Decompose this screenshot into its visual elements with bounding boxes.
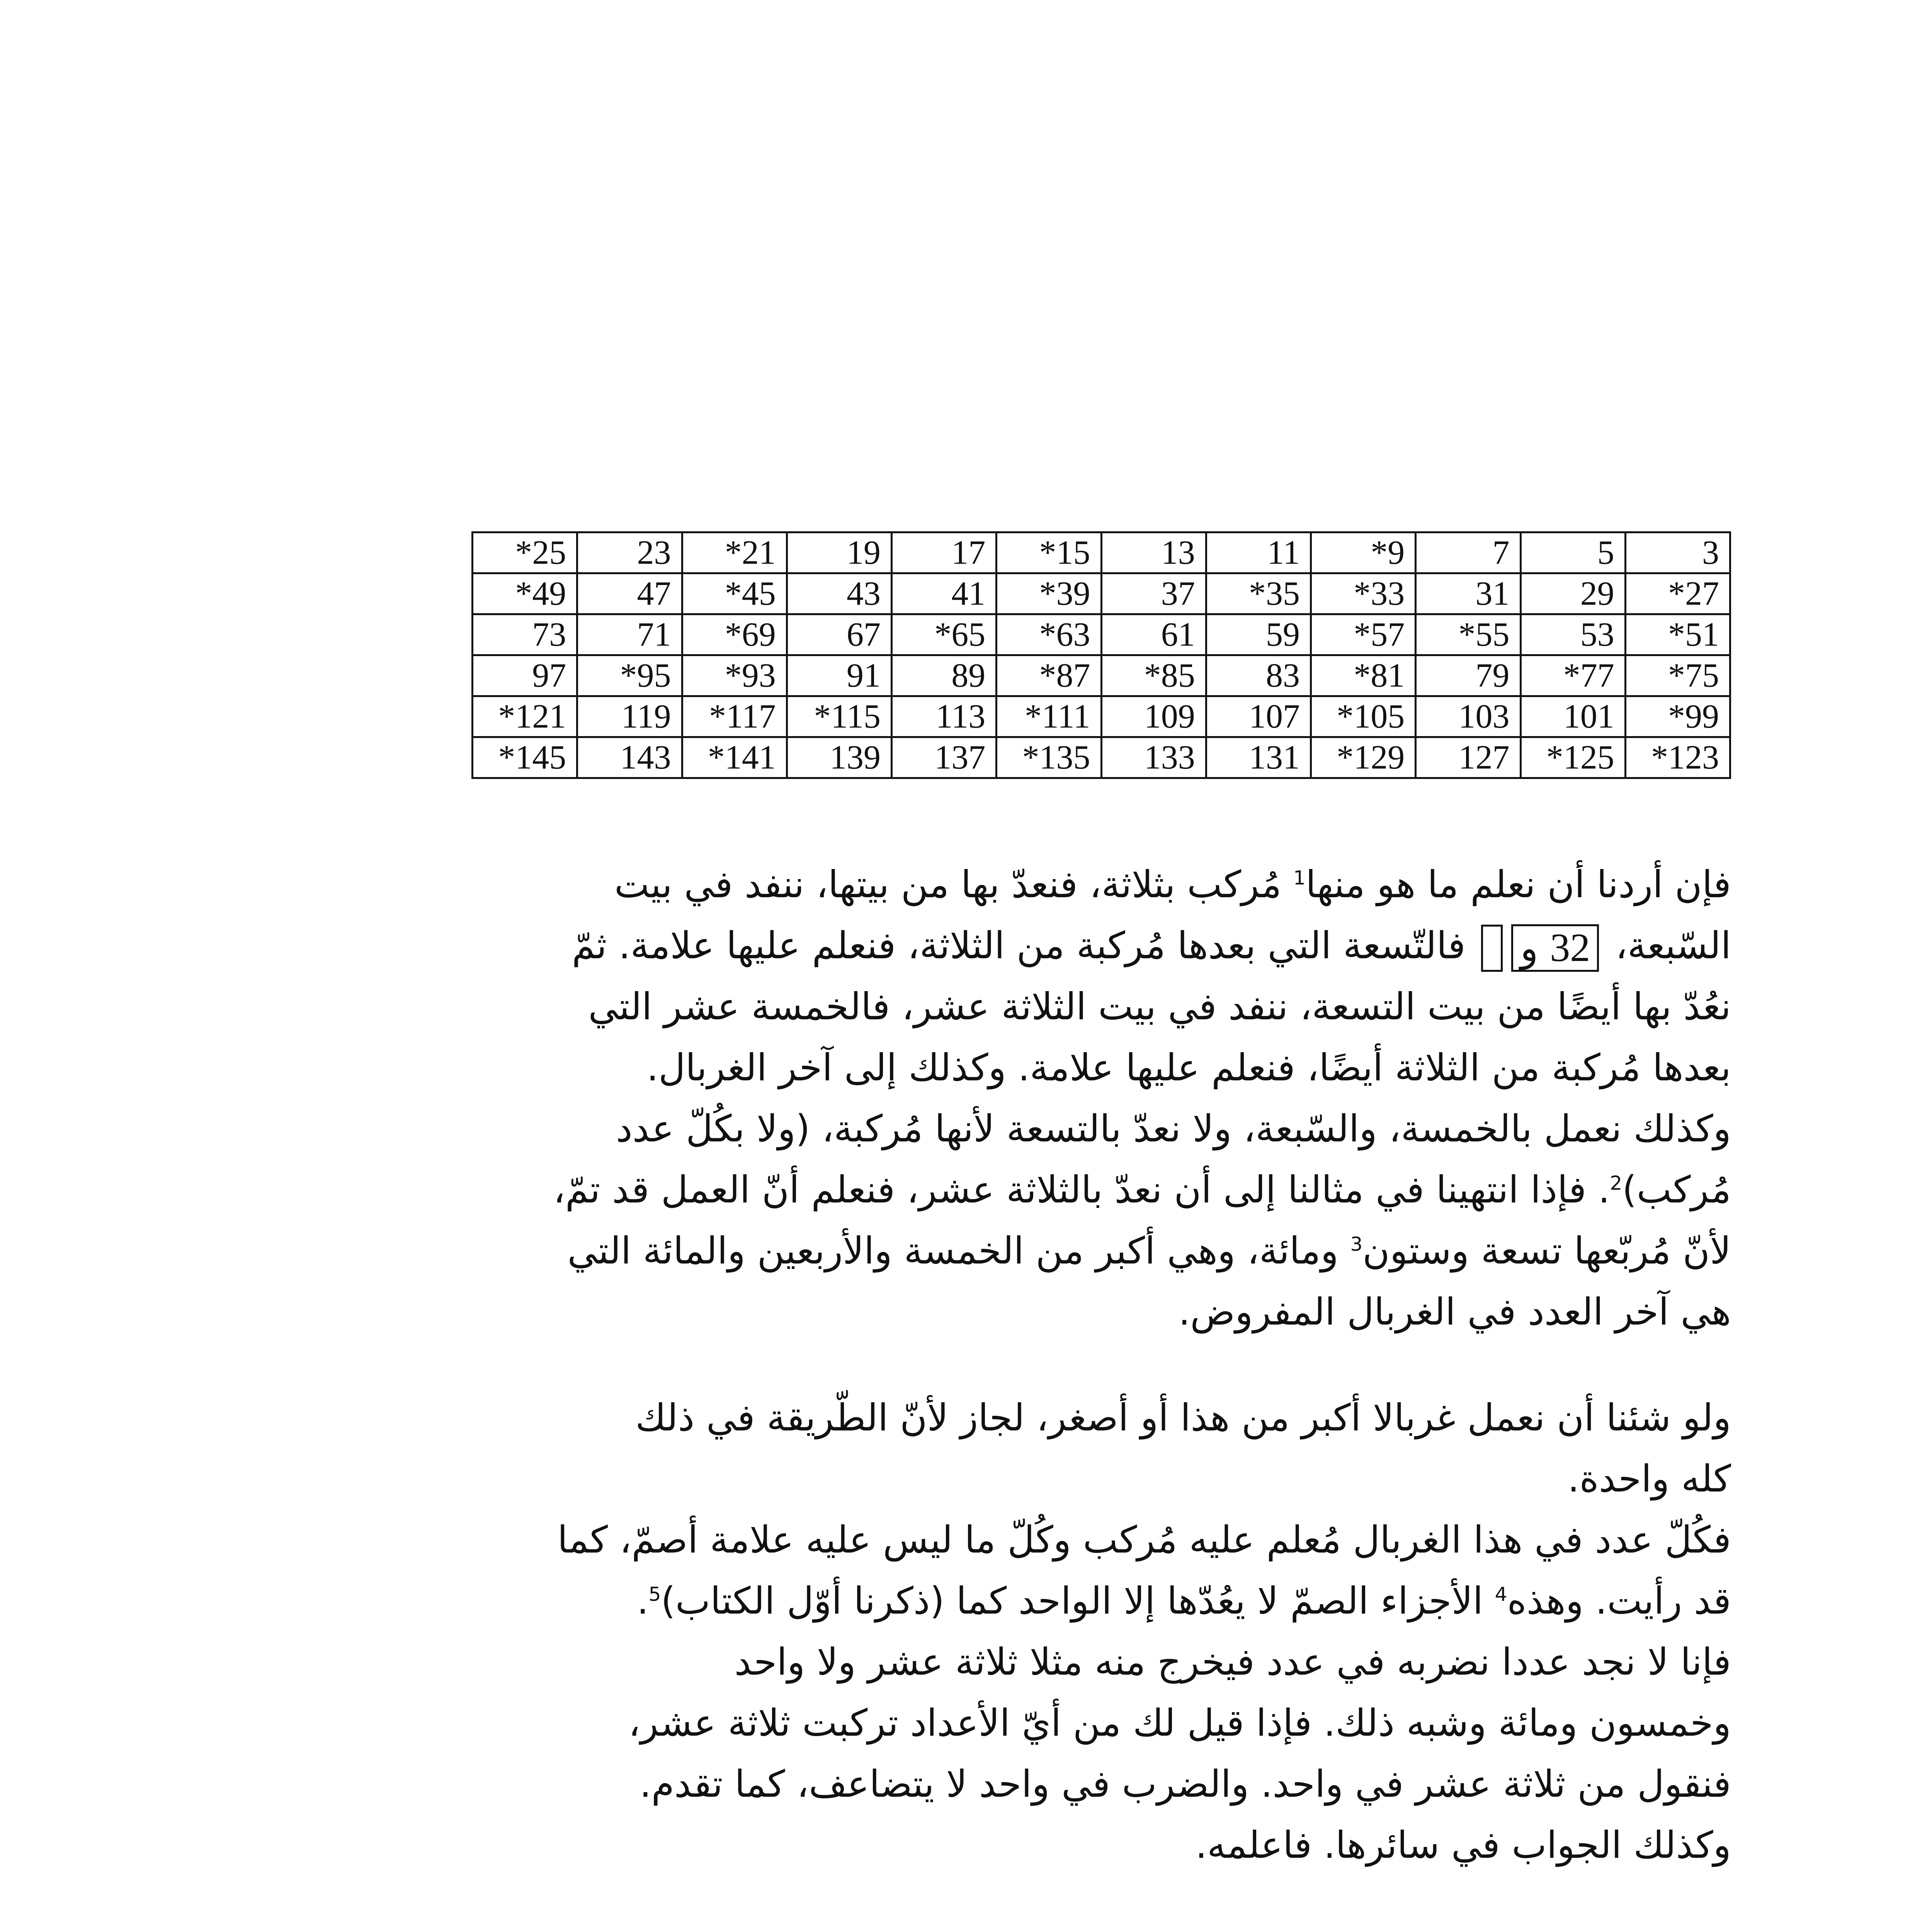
- table-cell: 19: [787, 532, 891, 573]
- table-cell: 79: [1416, 655, 1520, 696]
- text-line: وكذلك الجواب في سائرها. فاعلمه.: [1195, 1823, 1731, 1867]
- table-cell: 73: [473, 614, 577, 655]
- table-row: [473, 573, 1730, 614]
- text-line: فكُلّ عدد في هذا الغربال مُعلم عليه مُركب وكُلّ ما ليس عليه علامة أصمّ، كما: [557, 1518, 1731, 1561]
- table-cell: *85: [1101, 655, 1206, 696]
- table-cell: 47: [577, 573, 682, 614]
- table-cell: *49: [473, 573, 577, 614]
- table-cell: *55: [1416, 614, 1520, 655]
- table-cell: *99: [1625, 696, 1730, 737]
- table-cell: 23: [577, 532, 682, 573]
- text-line: فإن أردنا أن نعلم ما هو منها$^1$ مُركب بثلاثة، فنعدّ بها من بيتها، ننفد في بيت: [614, 863, 1731, 906]
- table-cell: *105: [1311, 696, 1416, 737]
- text-line: قد رأيت. وهذه$^4$ الأجزاء الصمّ لا يعُدّها إلا الواحد كما (ذكرنا أوّل الكتاب)$^5$.: [637, 1579, 1731, 1622]
- table-cell: *93: [682, 655, 787, 696]
- table-cell: 143: [577, 737, 682, 778]
- table-cell: *95: [577, 655, 682, 696]
- table-cell: 67: [787, 614, 891, 655]
- table-cell: 29: [1520, 573, 1625, 614]
- text-line: نعُدّ بها أيضًا من بيت التسعة، ننفد في بيت الثلاثة عشر، فالخمسة عشر التي: [588, 985, 1731, 1028]
- table-cell: 89: [892, 655, 997, 696]
- table-cell: *21: [682, 532, 787, 573]
- table-row: [473, 737, 1730, 778]
- table-cell: 5: [1520, 532, 1625, 573]
- table-cell: *69: [682, 614, 787, 655]
- table-cell: 13: [1101, 532, 1206, 573]
- table-cell: 119: [577, 696, 682, 737]
- text-line: مُركب)$^2$. فإذا انتهينا في مثالنا إلى أن نعدّ بالثلاثة عشر، فنعلم أنّ العمل قد تمّ،: [553, 1168, 1731, 1211]
- text-line: لأنّ مُربّعها تسعة وستون$^3$ ومائة، وهي أكبر من الخمسة والأربعين والمائة التي: [567, 1229, 1731, 1272]
- table-cell: 103: [1416, 696, 1520, 737]
- table-cell: 83: [1206, 655, 1311, 696]
- table-cell: *77: [1520, 655, 1625, 696]
- table-cell: *125: [1520, 737, 1625, 778]
- table-cell: *123: [1625, 737, 1730, 778]
- sieve-table: [471, 531, 1731, 779]
- table-cell: 41: [892, 573, 997, 614]
- table-cell: *65: [892, 614, 997, 655]
- table-cell: 59: [1206, 614, 1311, 655]
- text-line: كله واحدة.: [1567, 1457, 1731, 1500]
- boxed-page-marker: 32 و: [1511, 924, 1599, 972]
- footnote-ref[interactable]: 4: [1495, 1583, 1507, 1605]
- text-line: السّبعة، 32 و فالتّسعة التي بعدها مُركبة من الثلاثة، فنعلم عليها علامة. ثمّ: [471, 915, 1731, 976]
- table-cell: 133: [1101, 737, 1206, 778]
- table-cell: 97: [473, 655, 577, 696]
- table-cell: 7: [1416, 532, 1520, 573]
- footnote-ref[interactable]: 2: [1610, 1172, 1622, 1194]
- table-cell: *45: [682, 573, 787, 614]
- text-line: وكذلك نعمل بالخمسة، والسّبعة، ولا نعدّ بالتسعة لأنها مُركبة، (ولا بكُلّ عدد: [616, 1107, 1731, 1150]
- empty-box: [1481, 925, 1503, 972]
- table-cell: 3: [1625, 532, 1730, 573]
- table-cell: *57: [1311, 614, 1416, 655]
- table-cell: *63: [997, 614, 1101, 655]
- table-row: [473, 696, 1730, 737]
- table-cell: *39: [997, 573, 1101, 614]
- text-line: فنقول من ثلاثة عشر في واحد. والضرب في واحد لا يتضاعف، كما تقدم.: [639, 1762, 1731, 1806]
- table-row: [473, 655, 1730, 696]
- text-line: وخمسون ومائة وشبه ذلك. فإذا قيل لك من أيّ الأعداد تركبت ثلاثة عشر،: [628, 1701, 1731, 1745]
- table-cell: 71: [577, 614, 682, 655]
- footnote-ref[interactable]: 1: [1293, 867, 1306, 889]
- table-cell: 31: [1416, 573, 1520, 614]
- table-cell: 107: [1206, 696, 1311, 737]
- paragraph-prime-numbers: [471, 1387, 1731, 1876]
- table-cell: 101: [1520, 696, 1625, 737]
- table-cell: 17: [892, 532, 997, 573]
- table-cell: 43: [787, 573, 891, 614]
- table-cell: 131: [1206, 737, 1311, 778]
- table-cell: 127: [1416, 737, 1520, 778]
- table-cell: *141: [682, 737, 787, 778]
- table-cell: *35: [1206, 573, 1311, 614]
- table-cell: *15: [997, 532, 1101, 573]
- table-cell: *25: [473, 532, 577, 573]
- table-cell: *117: [682, 696, 787, 737]
- text-line: هي آخر العدد في الغربال المفروض.: [1178, 1290, 1731, 1333]
- text-line: بعدها مُركبة من الثلاثة أيضًا، فنعلم عليها علامة. وكذلك إلى آخر الغربال.: [646, 1046, 1731, 1089]
- table-cell: 53: [1520, 614, 1625, 655]
- table-cell: *9: [1311, 532, 1416, 573]
- table-cell: *115: [787, 696, 891, 737]
- footnote-ref[interactable]: 5: [648, 1583, 661, 1605]
- table-cell: 113: [892, 696, 997, 737]
- table-cell: *33: [1311, 573, 1416, 614]
- table-cell: *121: [473, 696, 577, 737]
- paragraph-sieve-procedure: [471, 854, 1731, 1342]
- table-cell: *135: [997, 737, 1101, 778]
- table-row: [473, 614, 1730, 655]
- footnote-ref[interactable]: 3: [1350, 1233, 1363, 1255]
- table-cell: 91: [787, 655, 891, 696]
- table-cell: 139: [787, 737, 891, 778]
- table-cell: *81: [1311, 655, 1416, 696]
- table-cell: 137: [892, 737, 997, 778]
- table-row: [473, 532, 1730, 573]
- table-cell: 11: [1206, 532, 1311, 573]
- table-cell: *51: [1625, 614, 1730, 655]
- table-cell: 109: [1101, 696, 1206, 737]
- table-cell: 61: [1101, 614, 1206, 655]
- table-cell: *87: [997, 655, 1101, 696]
- table-cell: *111: [997, 696, 1101, 737]
- table-cell: *145: [473, 737, 577, 778]
- text-line: فإنا لا نجد عددا نضربه في عدد فيخرج منه مثلا ثلاثة عشر ولا واحد: [734, 1640, 1731, 1684]
- table-cell: *129: [1311, 737, 1416, 778]
- table-cell: *75: [1625, 655, 1730, 696]
- table-cell: *27: [1625, 573, 1730, 614]
- table-cell: 37: [1101, 573, 1206, 614]
- text-line: ولو شئنا أن نعمل غربالا أكبر من هذا أو أصغر، لجاز لأنّ الطّريقة في ذلك: [635, 1396, 1731, 1439]
